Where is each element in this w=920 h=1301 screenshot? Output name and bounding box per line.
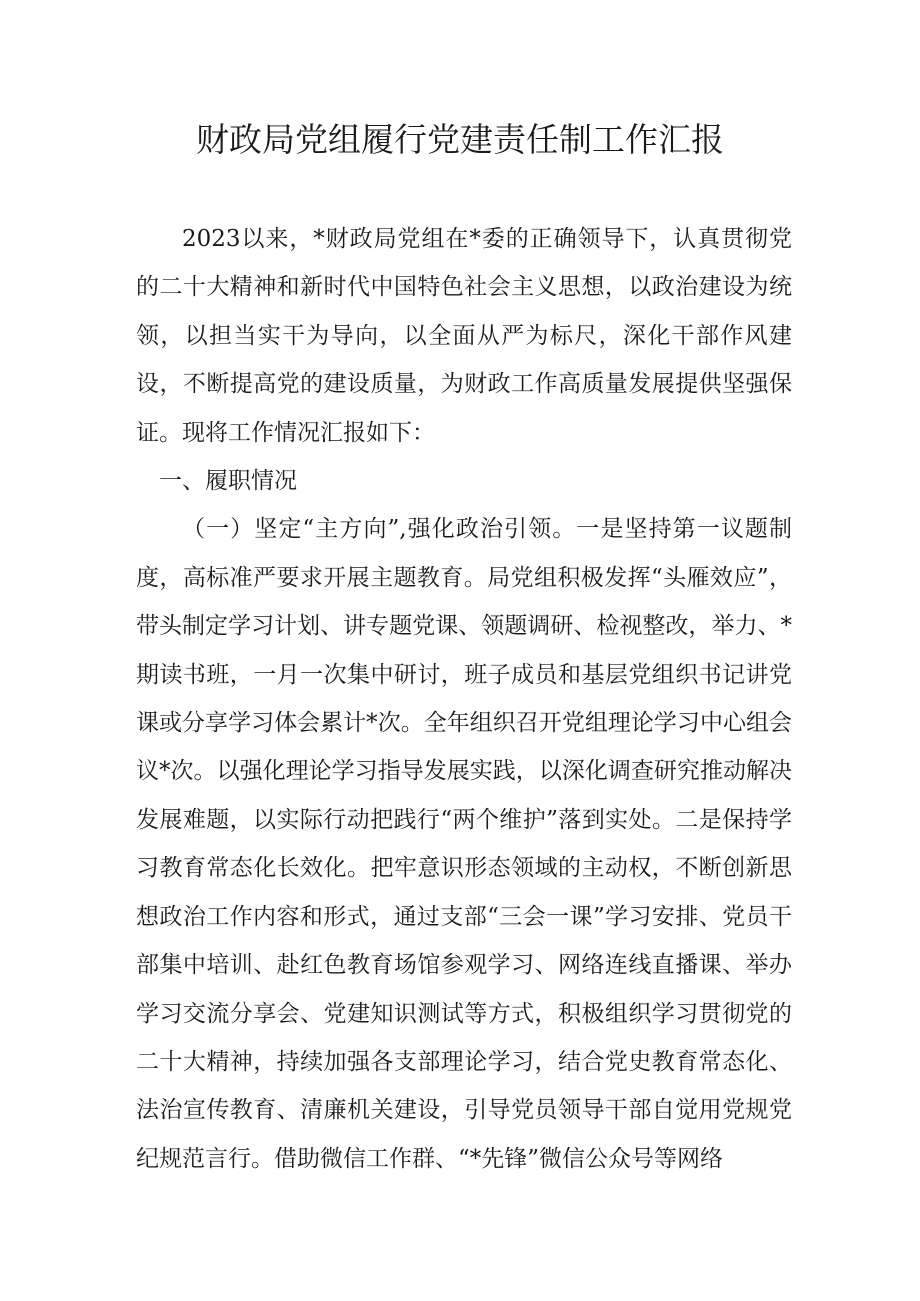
section-1-paragraph-1: （一）坚定“主方向”,强化政治引领。一是坚持第一议题制度，高标准严要求开展主题教育。局党组积极发挥“头雁效应”，带头制定学习计划、讲专题党课、领题调研、检视整改，举力、*期读书班，一月一次集中研讨，班子成员和基层党组织书记讲党课或分享学习体会累计*次。全年组织召开党组理论学习中心组会议*次。以强化理论学习指导发展实践，以深化调查研究推动解决发展难题，以实际行动把践行“两个维护”落到实处。二是保持学习教育常态化长效化。把牢意识形态领域的主动权，不断创新思想政治工作内容和形式，通过支部“三会一课”学习安排、党员干部集中培训、赴红色教育场馆参观学习、网络连线直播课、举办学习交流分享会、党建知识测试等方式，积极组织学习贯彻党的二十大精神，持续加强各支部理论学习，结合党史教育常态化、法治宣传教育、清廉机关建设，引导党员领导干部自觉用党规党纪规范言行。借助微信工作群、“*先锋”微信公众号等网络 [136, 516, 792, 1172]
document-body [136, 215, 792, 1183]
document-title: 财政局党组履行党建责任制工作汇报 [196, 120, 724, 159]
intro-paragraph: 2023以来，*财政局党组在*委的正确领导下，认真贯彻党的二十大精神和新时代中国特色社会主义思想，以政治建设为统领，以担当实干为导向，以全面从严为标尺，深化干部作风建设，不断提高党的建设质量，为财政工作高质量发展提供坚强保证。现将工作情况汇报如下： [136, 226, 792, 446]
section-heading-1: 一、履职情况 [159, 468, 297, 495]
